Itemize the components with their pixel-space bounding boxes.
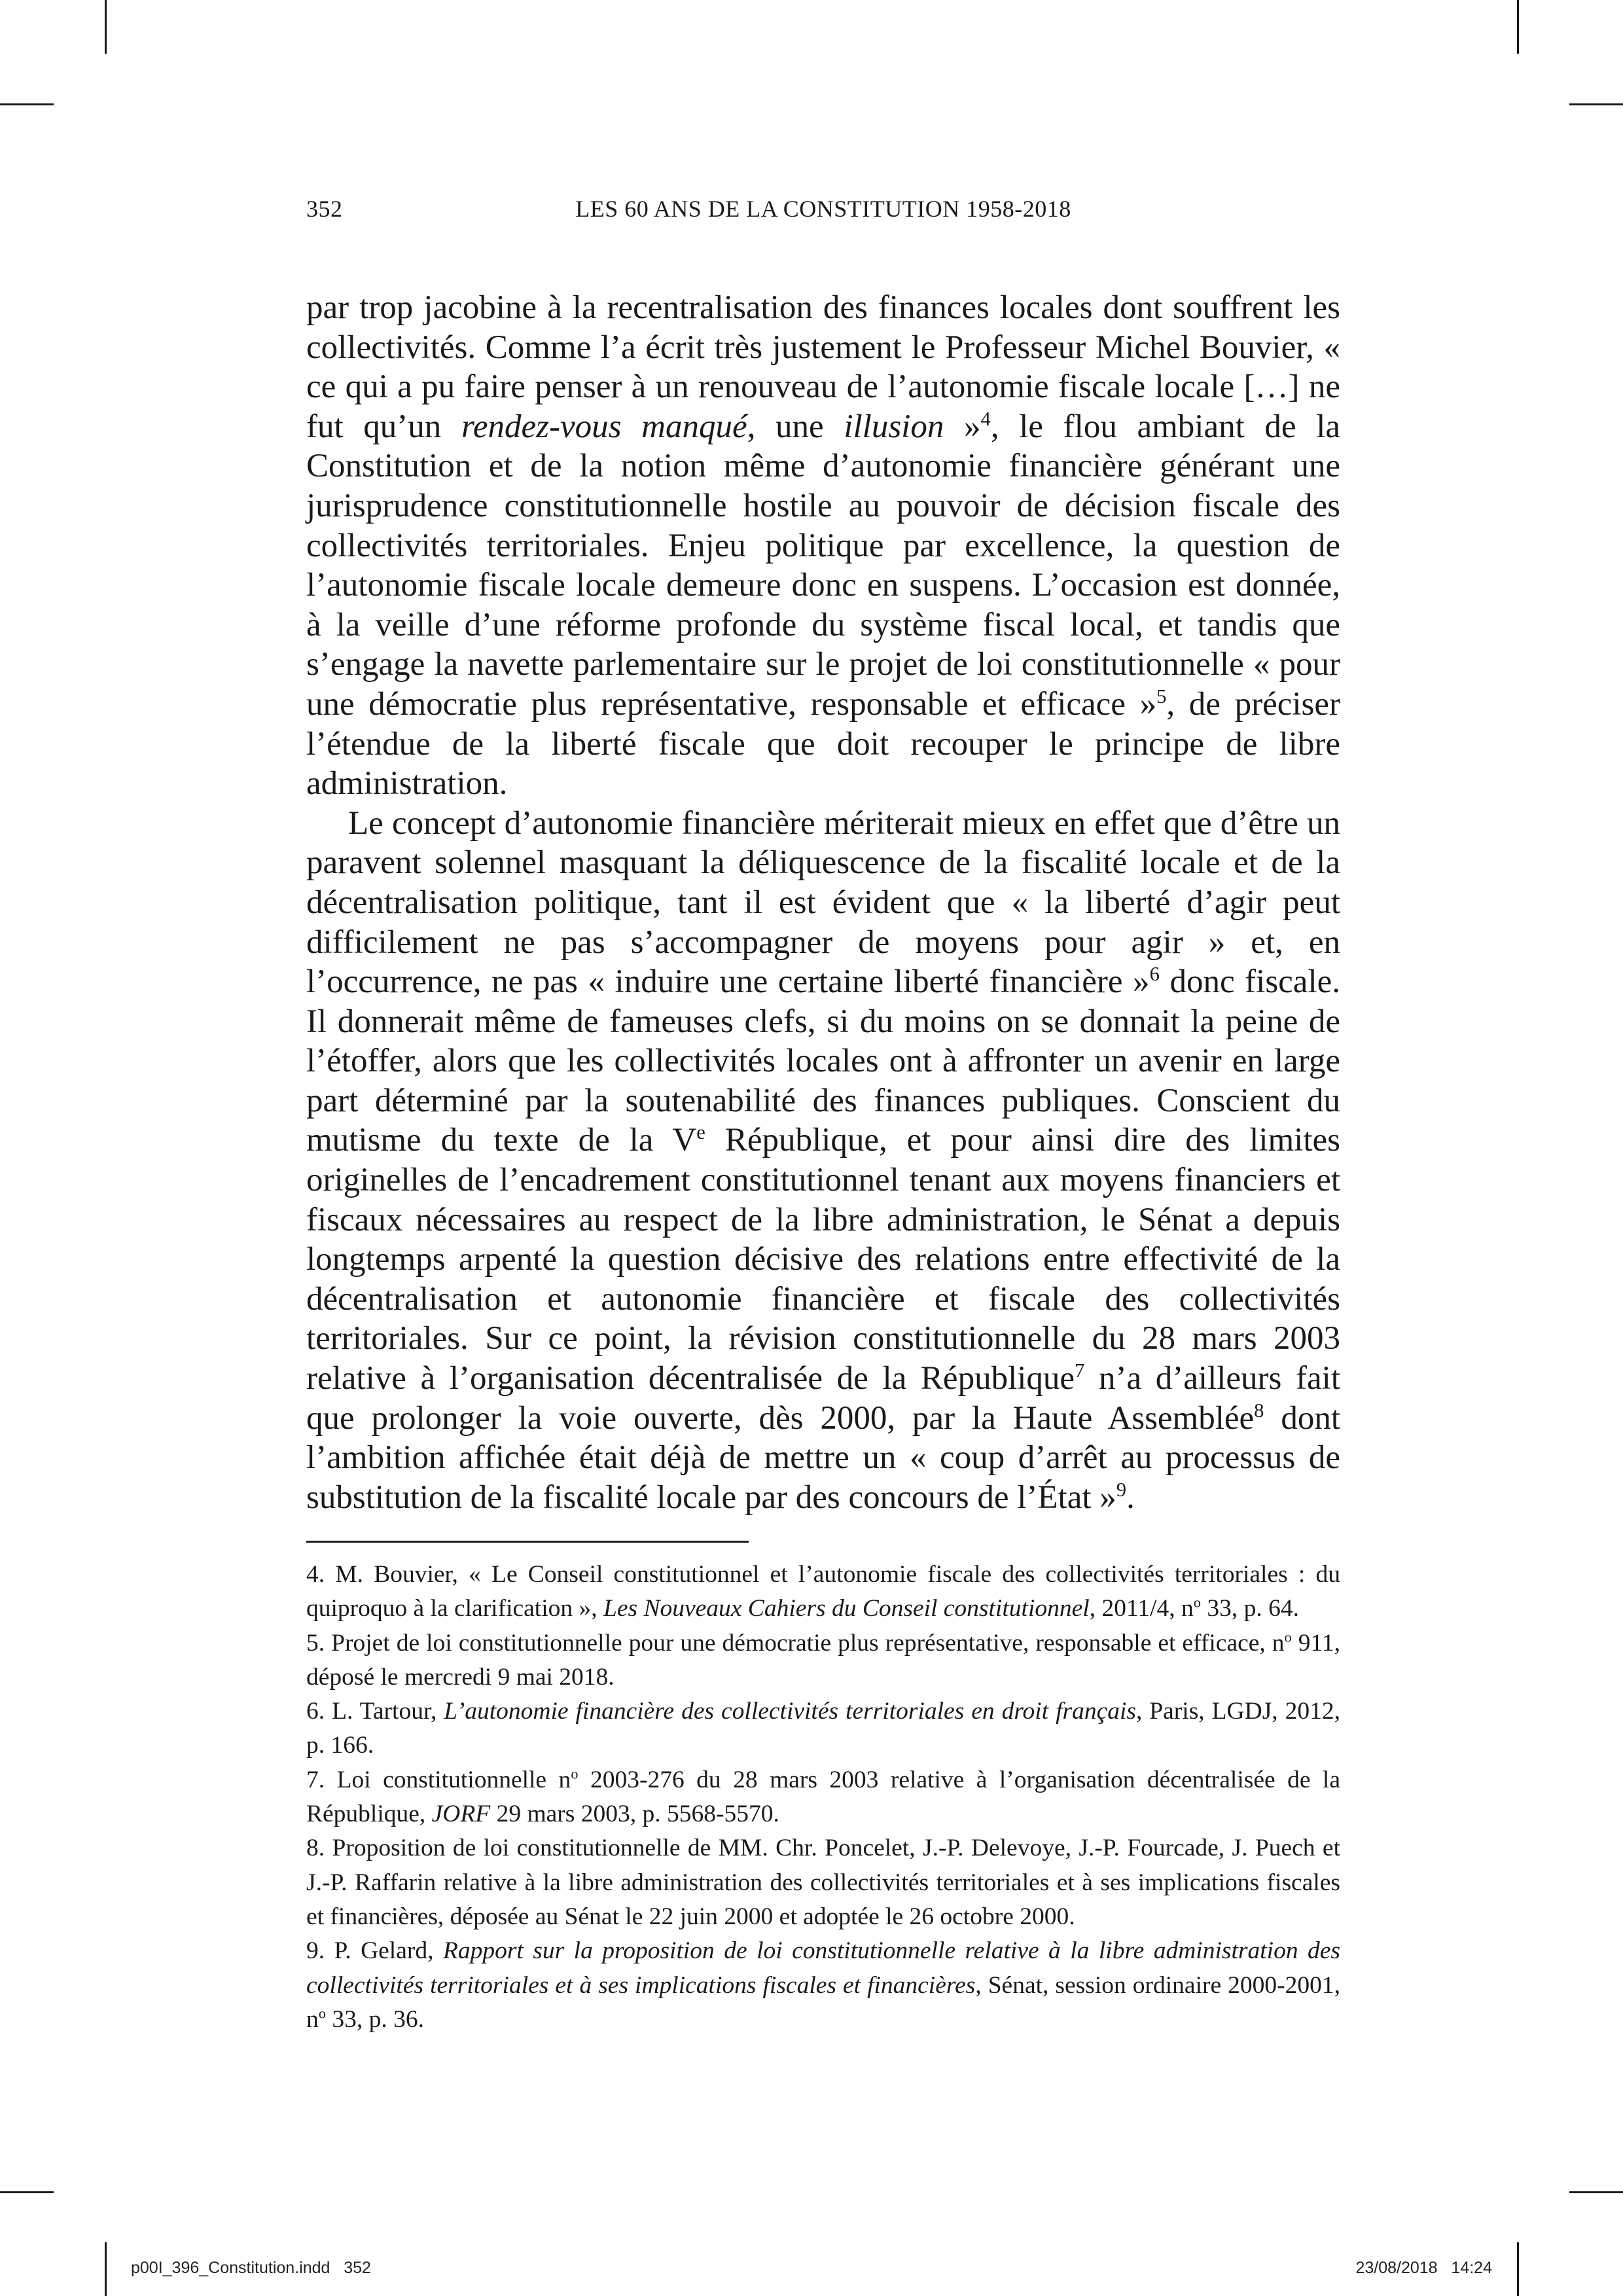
text-run: par trop jacobine à la recentralisation des finances locales dont souffrent les collectivités. Comme l’a écrit très justement le Professeur Michel Bouvier, « ce qui a pu faire penser à un renouveau de l’autonomie fiscale locale […] ne fut qu’un — [306, 289, 1340, 445]
text-run: , une — [747, 408, 844, 445]
text-run: 2003-276 du 28 mars 2003 relative à l’organisation décentralisée de la République, — [306, 1766, 1340, 1828]
footnote-7 — [306, 1763, 1340, 1832]
paragraph-1 — [306, 288, 1340, 804]
text-run: Le concept d’autonomie financière mériterait mieux en effet que d’être un paravent solennel masquant la déliquescence de la fiscalité locale et de la décentralisation politique, tant il est évident que « la liberté d’agir peut difficilement ne pas s’accompagner de moyens pour agir » et, en l’occurrence, ne pas « induire une certaine liberté financière » — [306, 804, 1340, 1001]
superscript: o — [1284, 1628, 1292, 1645]
footnote-ref-5[interactable]: 5 — [1156, 685, 1167, 708]
italic-run: illusion — [844, 408, 944, 445]
text-run: , Sénat, session ordinaire 2000-2001, n — [306, 1971, 1341, 2033]
italic-run: JORF — [431, 1801, 491, 1828]
text-run: » — [944, 408, 981, 445]
text-run: 33, p. 64. — [1200, 1595, 1299, 1623]
slug-filename: p00I_396_Constitution.indd 352 — [131, 2259, 371, 2277]
slug-datetime: 23/08/2018 14:24 — [1355, 2259, 1492, 2277]
footnote-ref-9[interactable]: 9 — [1116, 1478, 1127, 1501]
text-run: 6. L. Tartour, — [306, 1698, 444, 1725]
superscript: o — [318, 2005, 326, 2022]
footnote-ref-6[interactable]: 6 — [1149, 963, 1160, 986]
text-run: , Paris, LGDJ, 2012, p. 166. — [306, 1698, 1340, 1759]
footnote-4 — [306, 1558, 1340, 1626]
crop-mark — [105, 2242, 107, 2296]
italic-run: rendez-vous manqué — [461, 408, 747, 445]
paragraph-2 — [306, 804, 1340, 1518]
running-head — [306, 195, 1340, 228]
footnote-8 — [306, 1831, 1340, 1934]
footnote-ref-8[interactable]: 8 — [1254, 1399, 1264, 1422]
footnote-ref-7[interactable]: 7 — [1075, 1359, 1085, 1382]
italic-run: Les Nouveaux Cahiers du Conseil constitutionnel — [603, 1595, 1090, 1623]
text-run: n’a d’ailleurs fait que prolonger la voie ouverte, dès 2000, par la Haute Assemblée — [306, 1360, 1340, 1437]
running-title: LES 60 ANS DE LA CONSTITUTION 1958-2018 — [575, 196, 1071, 222]
text-run: , de préciser l’étendue de la liberté fiscale que doit recouper le principe de libre administration. — [306, 685, 1341, 802]
italic-run: Rapport sur la proposition de loi constitutionnelle relative à la libre administration des collectivités territoriales et à ses implications fiscales et financières — [306, 1937, 1341, 1999]
text-run: 4. M. Bouvier, « Le Conseil constitutionnel et l’autonomie fiscale des collectivités territoriales : du quiproquo à la clarification », — [306, 1561, 1340, 1623]
italic-run: L’autonomie financière des collectivités territoriales en droit français — [444, 1698, 1136, 1725]
text-run: 911, déposé le mercredi 9 mai 2018. — [306, 1629, 1341, 1691]
text-run: 33, p. 36. — [326, 2005, 424, 2033]
page-number: 352 — [306, 196, 343, 222]
crop-mark — [1517, 0, 1519, 54]
crop-mark — [1569, 2191, 1623, 2193]
crop-mark — [105, 0, 107, 54]
text-run: 8. Proposition de loi constitutionnelle de MM. Chr. Poncelet, J.-P. Delevoye, J.-P. Fourcade, J. Puech et J.-P. Raffarin relative à la libre administration des collectivités territoriales et à ses implications fiscales et financières, déposée au Sénat le 22 juin 2000 et adoptée le 26 octobre 2000. — [306, 1835, 1340, 1930]
superscript: o — [571, 1765, 579, 1782]
crop-mark — [0, 2191, 54, 2193]
text-run: République, et pour ainsi dire des limites originelles de l’encadrement constitutionnel tenant aux moyens financiers et fiscaux nécessaires au respect de la libre administration, le Sénat a depuis longtemps arpenté la question décisive des relations entre effectivité de la décentralisation et autonomie financière et fiscale des collectivités territoriales. Sur ce point, la révision constitutionnelle du 28 mars 2003 relative à l’organisation décentralisée de la République — [306, 1122, 1341, 1397]
footnote-5 — [306, 1626, 1340, 1695]
text-run: donc fiscale. Il donnerait même de fameuses clefs, si du moins on se donnait la peine de l’étoffer, alors que les collectivités locales ont à affronter un avenir en large part déterminé par la soutenabilité des finances publiques. Conscient du mutisme du texte de la V — [306, 963, 1341, 1159]
body-text — [306, 288, 1340, 1517]
text-run: 29 mars 2003, p. 5568-5570. — [490, 1801, 779, 1828]
footnote-6 — [306, 1695, 1340, 1763]
footnote-rule — [306, 1541, 749, 1543]
footnotes — [306, 1558, 1340, 2037]
crop-mark — [1569, 103, 1623, 105]
text-run: dont l’ambition affichée était déjà de mettre un « coup d’arrêt au processus de substitution de la fiscalité locale par des concours de l’État » — [306, 1399, 1340, 1516]
footnote-9 — [306, 1934, 1340, 2037]
text-run: . — [1126, 1479, 1135, 1516]
footnote-ref-4[interactable]: 4 — [980, 407, 991, 430]
text-run: , 2011/4, n — [1089, 1595, 1194, 1623]
superscript: o — [1193, 1594, 1201, 1611]
crop-mark — [1517, 2242, 1519, 2296]
text-run: 5. Projet de loi constitutionnelle pour une démocratie plus représentative, responsable et efficace, n — [306, 1629, 1285, 1657]
text-run: 9. P. Gelard, — [306, 1937, 443, 1965]
text-run: 7. Loi constitutionnelle n — [306, 1766, 571, 1793]
text-run: , le flou ambiant de la Constitution et de la notion même d’autonomie financière générant une jurisprudence constitutionnelle hostile au pouvoir de décision fiscale des collectivités territoriales. Enjeu politique par excellence, la question de l’autonomie fiscale locale demeure donc en suspens. L’occasion est donnée, à la veille d’une réforme profonde du système fiscal local, et tandis que s’engage la navette parlementaire sur le projet de loi constitutionnelle « pour une démocratie plus représentative, responsable et efficace » — [306, 408, 1341, 723]
superscript: e — [696, 1121, 705, 1144]
crop-mark — [0, 103, 54, 105]
